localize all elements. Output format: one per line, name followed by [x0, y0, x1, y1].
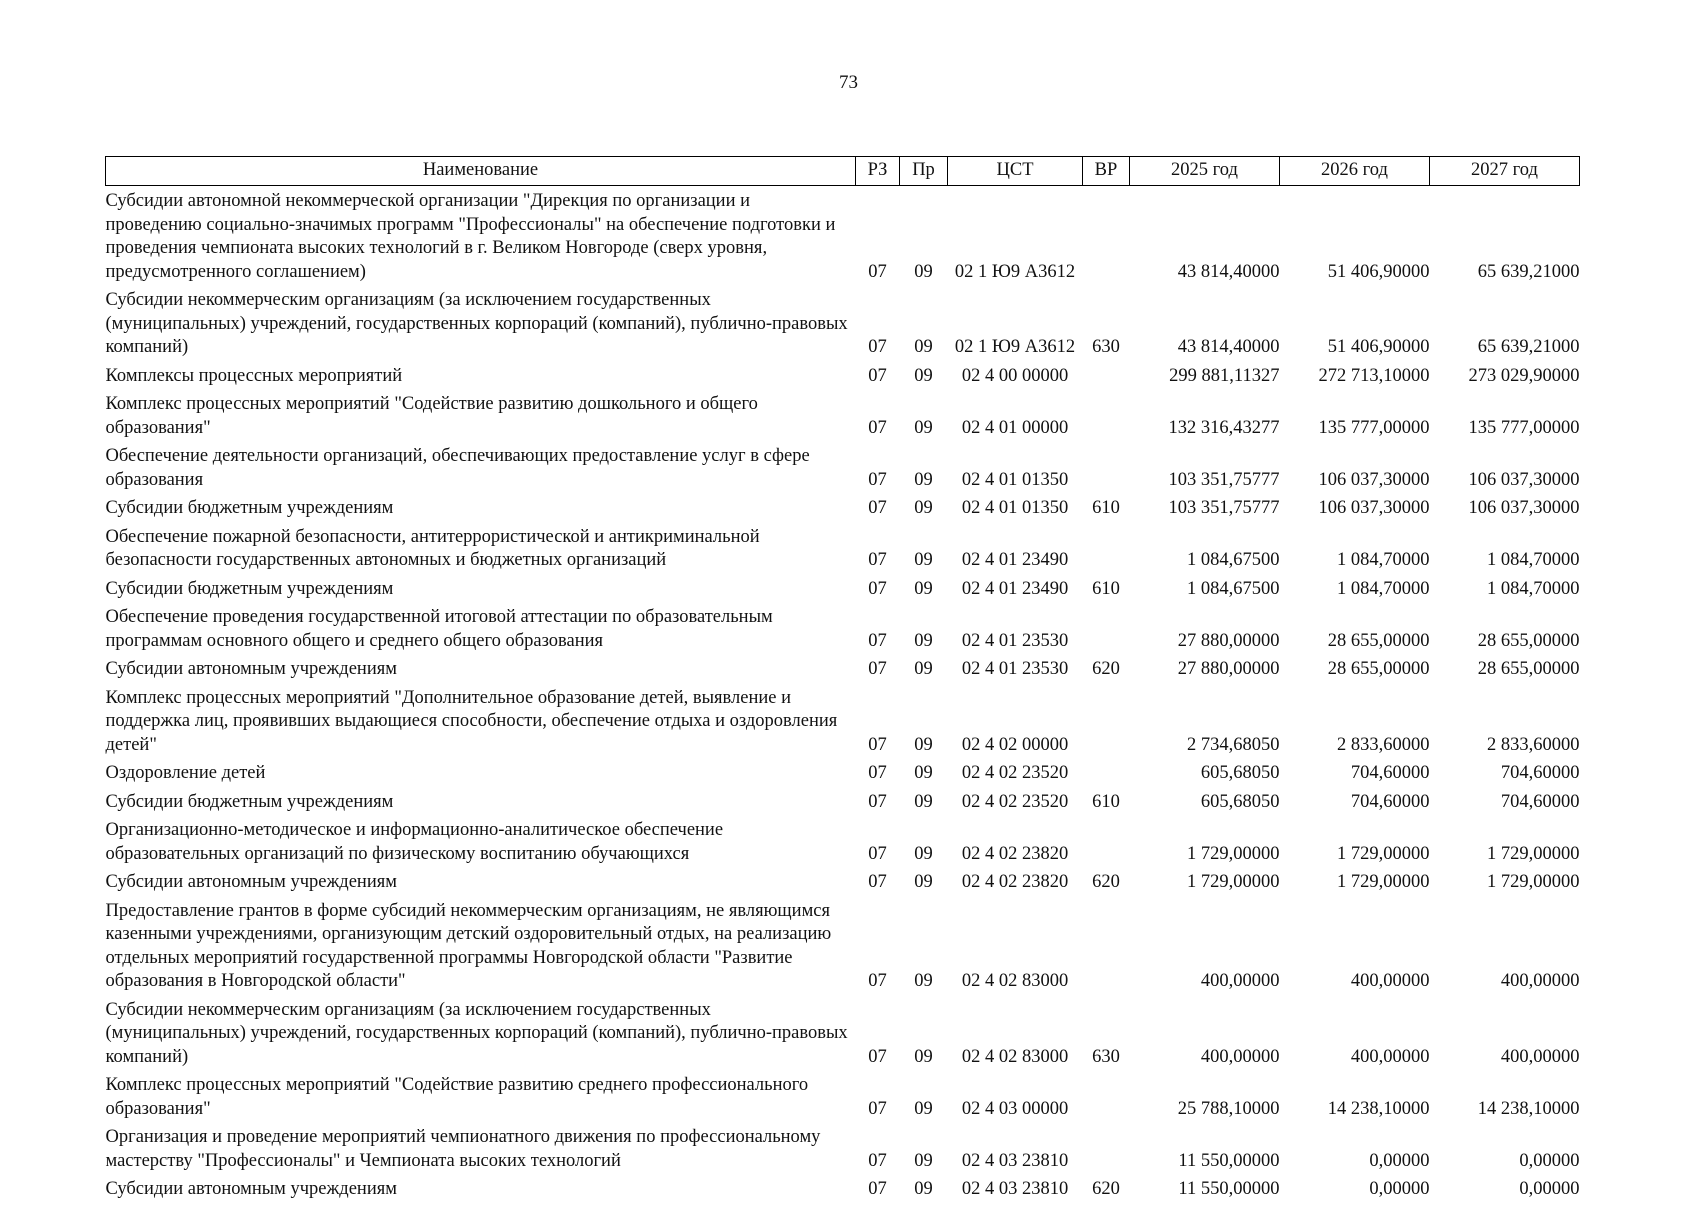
row-rz: 07	[868, 872, 887, 892]
row-vr	[1083, 1074, 1130, 1126]
row-value-2026: 28 655,00000	[1327, 659, 1430, 679]
table-row	[106, 819, 1580, 871]
row-value-2025: 132 316,43277	[1168, 417, 1280, 438]
row-cst: 02 4 01 23490	[961, 550, 1069, 570]
row-vr	[1083, 1126, 1130, 1178]
row-vr: 610	[1092, 578, 1120, 599]
row-value-2027: 400,00000	[1500, 1046, 1580, 1067]
header-2027: 2027 год	[1430, 157, 1580, 186]
row-value-2025: 27 880,00000	[1177, 659, 1280, 679]
row-rz: 07	[868, 659, 887, 679]
table-header	[106, 157, 1580, 186]
row-cst: 02 4 01 23530	[961, 659, 1069, 679]
row-vr	[1083, 687, 1130, 763]
header-name: Наименование	[106, 157, 856, 186]
row-cst: 02 4 00 00000	[961, 365, 1069, 386]
row-cst: 02 4 01 23490	[961, 578, 1069, 599]
table-row	[106, 393, 1580, 445]
row-pr: 09	[914, 843, 933, 864]
row-vr	[1083, 819, 1130, 871]
row-value-2026: 704,60000	[1350, 763, 1430, 783]
row-pr: 09	[914, 550, 933, 570]
row-value-2026: 135 777,00000	[1318, 417, 1430, 438]
table-row	[106, 365, 1580, 394]
row-value-2027: 1 084,70000	[1487, 578, 1580, 599]
row-value-2025: 1 084,67500	[1187, 550, 1280, 570]
header-cst: ЦСТ	[948, 157, 1083, 186]
table-row	[106, 289, 1580, 365]
row-name: Оздоровление детей	[105, 763, 266, 783]
table-row	[106, 578, 1580, 607]
row-value-2027: 2 833,60000	[1487, 734, 1580, 755]
row-rz: 07	[868, 469, 887, 490]
row-value-2027: 1 729,00000	[1487, 872, 1580, 892]
row-pr: 09	[914, 578, 933, 599]
row-pr: 09	[914, 734, 933, 755]
row-name: Субсидии бюджетным учреждениям	[105, 791, 394, 812]
row-value-2025: 103 351,75777	[1168, 498, 1280, 518]
row-name: Организационно-методическое и информационно-аналитическое обеспечение образовательных организаций по физическому воспитанию обучающихся	[105, 820, 724, 864]
row-rz: 07	[868, 578, 887, 599]
row-cst: 02 4 03 23810	[961, 1179, 1069, 1199]
row-value-2025: 2 734,68050	[1187, 734, 1280, 755]
row-pr: 09	[914, 469, 933, 490]
row-value-2025: 103 351,75777	[1168, 469, 1280, 490]
row-value-2027: 1 084,70000	[1487, 550, 1580, 570]
row-cst: 02 4 02 83000	[961, 971, 1069, 991]
table-row	[106, 658, 1580, 687]
table-body	[106, 186, 1580, 1207]
row-cst: 02 4 02 23520	[961, 791, 1069, 812]
header-2026: 2026 год	[1280, 157, 1430, 186]
row-pr: 09	[914, 337, 933, 357]
row-rz: 07	[868, 763, 887, 783]
row-name: Субсидии бюджетным учреждениям	[105, 498, 394, 518]
row-vr: 610	[1092, 791, 1120, 812]
row-cst: 02 4 02 00000	[961, 734, 1069, 755]
row-rz: 07	[868, 971, 887, 991]
row-pr: 09	[914, 763, 933, 783]
table-row	[106, 1074, 1580, 1126]
table-row	[106, 871, 1580, 900]
row-cst: 02 4 01 01350	[961, 469, 1069, 490]
row-pr: 09	[914, 498, 933, 518]
row-pr: 09	[914, 659, 933, 679]
header-row	[106, 157, 1580, 186]
row-cst: 02 4 02 23820	[961, 843, 1069, 864]
row-value-2026: 0,00000	[1369, 1179, 1430, 1199]
row-pr: 09	[914, 872, 933, 892]
row-name: Предоставление грантов в форме субсидий некоммерческим организациям, не являющимся казенными учреждениями, организующим детский оздоровительный отдых, на реализацию отдельных мероприятий государственной программы Новгородской области "Развитие образования в Новгородской области"	[105, 900, 832, 991]
row-pr: 09	[914, 1179, 933, 1199]
row-vr	[1083, 900, 1130, 999]
row-name: Организация и проведение мероприятий чемпионатного движения по профессиональному мастерству "Профессионалы" и Чемпионата высоких технологий	[105, 1127, 821, 1171]
row-rz: 07	[868, 1046, 887, 1067]
row-cst: 02 1 Ю9 А3612	[954, 261, 1076, 282]
row-value-2026: 2 833,60000	[1337, 734, 1430, 755]
row-name: Субсидии бюджетным учреждениям	[105, 578, 394, 599]
row-name: Обеспечение деятельности организаций, обеспечивающих предоставление услуг в сфере образования	[105, 446, 810, 490]
row-value-2025: 605,68050	[1200, 791, 1280, 812]
budget-table	[105, 156, 1580, 1207]
row-value-2026: 1 729,00000	[1337, 872, 1430, 892]
row-value-2027: 704,60000	[1500, 763, 1580, 783]
row-value-2026: 272 713,10000	[1318, 365, 1430, 386]
row-vr	[1083, 186, 1130, 290]
row-value-2025: 605,68050	[1200, 763, 1280, 783]
row-name: Субсидии некоммерческим организациям (за исключением государственных (муниципальных) учреждений, государственных корпораций (компаний), публично-правовых компаний)	[105, 999, 848, 1067]
row-name: Комплекс процессных мероприятий "Дополнительное образование детей, выявление и поддержка лиц, проявивших выдающиеся способности, обеспечение отдыха и оздоровления детей"	[105, 687, 838, 755]
row-value-2026: 106 037,30000	[1318, 469, 1430, 490]
row-rz: 07	[868, 630, 887, 651]
row-pr: 09	[914, 417, 933, 438]
row-value-2026: 14 238,10000	[1327, 1098, 1430, 1119]
row-value-2026: 51 406,90000	[1327, 337, 1430, 357]
row-rz: 07	[868, 261, 887, 282]
row-name: Обеспечение проведения государственной итоговой аттестации по образовательным программам основного общего и среднего общего образования	[105, 607, 773, 651]
row-rz: 07	[868, 365, 887, 386]
row-vr	[1083, 526, 1130, 578]
row-vr	[1083, 393, 1130, 445]
row-pr: 09	[914, 791, 933, 812]
table-row	[106, 526, 1580, 578]
row-value-2026: 106 037,30000	[1318, 498, 1430, 518]
row-vr: 610	[1092, 498, 1120, 518]
table-row	[106, 186, 1580, 290]
table-row	[106, 1178, 1580, 1207]
row-cst: 02 4 03 00000	[961, 1098, 1069, 1119]
row-cst: 02 4 02 23820	[961, 872, 1069, 892]
row-value-2025: 400,00000	[1200, 971, 1280, 991]
row-value-2026: 400,00000	[1350, 1046, 1430, 1067]
row-name: Комплекс процессных мероприятий "Содействие развитию среднего профессионального образования"	[105, 1075, 809, 1119]
table-row	[106, 791, 1580, 820]
row-value-2027: 106 037,30000	[1468, 498, 1580, 518]
row-value-2025: 299 881,11327	[1169, 365, 1280, 386]
row-pr: 09	[914, 1098, 933, 1119]
row-name: Субсидии автономным учреждениям	[105, 1179, 397, 1199]
row-rz: 07	[868, 1098, 887, 1119]
row-vr	[1083, 445, 1130, 497]
row-vr: 620	[1092, 1179, 1120, 1199]
header-rz: РЗ	[856, 157, 900, 186]
row-value-2026: 1 084,70000	[1337, 550, 1430, 570]
row-rz: 07	[868, 498, 887, 518]
row-cst: 02 4 01 01350	[961, 498, 1069, 518]
row-name: Субсидии автономным учреждениям	[105, 659, 397, 679]
row-value-2027: 400,00000	[1500, 971, 1580, 991]
row-value-2027: 65 639,21000	[1477, 337, 1580, 357]
row-rz: 07	[868, 337, 887, 357]
table-row	[106, 1126, 1580, 1178]
row-value-2027: 704,60000	[1500, 791, 1580, 812]
row-value-2026: 704,60000	[1350, 791, 1430, 812]
row-value-2027: 28 655,00000	[1477, 659, 1580, 679]
row-cst: 02 1 Ю9 А3612	[954, 337, 1076, 357]
row-value-2025: 1 084,67500	[1187, 578, 1280, 599]
row-value-2027: 28 655,00000	[1477, 630, 1580, 651]
row-vr: 620	[1092, 659, 1120, 679]
row-value-2025: 43 814,40000	[1177, 337, 1280, 357]
row-name: Комплексы процессных мероприятий	[105, 365, 403, 386]
row-cst: 02 4 02 83000	[961, 1046, 1069, 1067]
row-value-2026: 28 655,00000	[1327, 630, 1430, 651]
row-value-2027: 65 639,21000	[1477, 261, 1580, 282]
page-number: 73	[839, 72, 858, 93]
row-rz: 07	[868, 734, 887, 755]
row-pr: 09	[914, 261, 933, 282]
table-row	[106, 445, 1580, 497]
row-value-2027: 273 029,90000	[1468, 365, 1580, 386]
row-value-2026: 51 406,90000	[1327, 261, 1430, 282]
table-row	[106, 762, 1580, 791]
header-pr: Пр	[900, 157, 948, 186]
row-pr: 09	[914, 1046, 933, 1067]
row-name: Комплекс процессных мероприятий "Содействие развитию дошкольного и общего образования"	[105, 394, 758, 438]
row-rz: 07	[868, 1150, 887, 1171]
row-value-2026: 400,00000	[1350, 971, 1430, 991]
row-vr	[1083, 606, 1130, 658]
row-value-2026: 0,00000	[1369, 1150, 1430, 1171]
row-value-2025: 25 788,10000	[1177, 1098, 1280, 1119]
row-cst: 02 4 01 23530	[961, 630, 1069, 651]
header-2025: 2025 год	[1130, 157, 1280, 186]
row-pr: 09	[914, 971, 933, 991]
row-value-2025: 400,00000	[1200, 1046, 1280, 1067]
row-rz: 07	[868, 1179, 887, 1199]
row-pr: 09	[914, 365, 933, 386]
row-value-2025: 27 880,00000	[1177, 630, 1280, 651]
row-value-2025: 43 814,40000	[1177, 261, 1280, 282]
header-vr: ВР	[1083, 157, 1130, 186]
row-vr: 630	[1092, 1046, 1120, 1067]
row-value-2025: 1 729,00000	[1187, 843, 1280, 864]
row-value-2027: 106 037,30000	[1468, 469, 1580, 490]
row-name: Обеспечение пожарной безопасности, антитеррористической и антикриминальной безопасности государственных автономных и бюджетных организаций	[105, 526, 760, 570]
row-rz: 07	[868, 550, 887, 570]
row-vr: 630	[1092, 337, 1120, 357]
table-row	[106, 606, 1580, 658]
row-pr: 09	[914, 1150, 933, 1171]
row-rz: 07	[868, 791, 887, 812]
row-value-2026: 1 729,00000	[1337, 843, 1430, 864]
row-value-2025: 11 550,00000	[1178, 1150, 1280, 1171]
row-cst: 02 4 03 23810	[961, 1150, 1069, 1171]
row-value-2027: 14 238,10000	[1477, 1098, 1580, 1119]
row-name: Субсидии автономной некоммерческой организации "Дирекция по организации и проведению социально-значимых программ "Профессионалы" на обеспечение подготовки и проведения чемпионата высоких технологий в г. Великом Новгороде (сверх уровня, предусмотренного соглашением)	[105, 191, 836, 282]
table-row	[106, 687, 1580, 763]
row-value-2027: 135 777,00000	[1468, 417, 1580, 438]
row-vr: 620	[1092, 872, 1120, 892]
row-value-2027: 0,00000	[1519, 1150, 1580, 1171]
row-value-2026: 1 084,70000	[1337, 578, 1430, 599]
row-rz: 07	[868, 417, 887, 438]
row-value-2027: 0,00000	[1519, 1179, 1580, 1199]
row-value-2025: 1 729,00000	[1187, 872, 1280, 892]
row-cst: 02 4 02 23520	[961, 763, 1069, 783]
table-row	[106, 900, 1580, 999]
row-vr	[1083, 365, 1130, 394]
row-vr	[1083, 762, 1130, 791]
row-name: Субсидии автономным учреждениям	[105, 872, 397, 892]
table-row	[106, 497, 1580, 526]
table-row	[106, 999, 1580, 1075]
row-value-2027: 1 729,00000	[1487, 843, 1580, 864]
row-rz: 07	[868, 843, 887, 864]
row-value-2025: 11 550,00000	[1178, 1179, 1280, 1199]
row-cst: 02 4 01 00000	[961, 417, 1069, 438]
row-name: Субсидии некоммерческим организациям (за исключением государственных (муниципальных) учреждений, государственных корпораций (компаний), публично-правовых компаний)	[105, 290, 848, 357]
row-pr: 09	[914, 630, 933, 651]
